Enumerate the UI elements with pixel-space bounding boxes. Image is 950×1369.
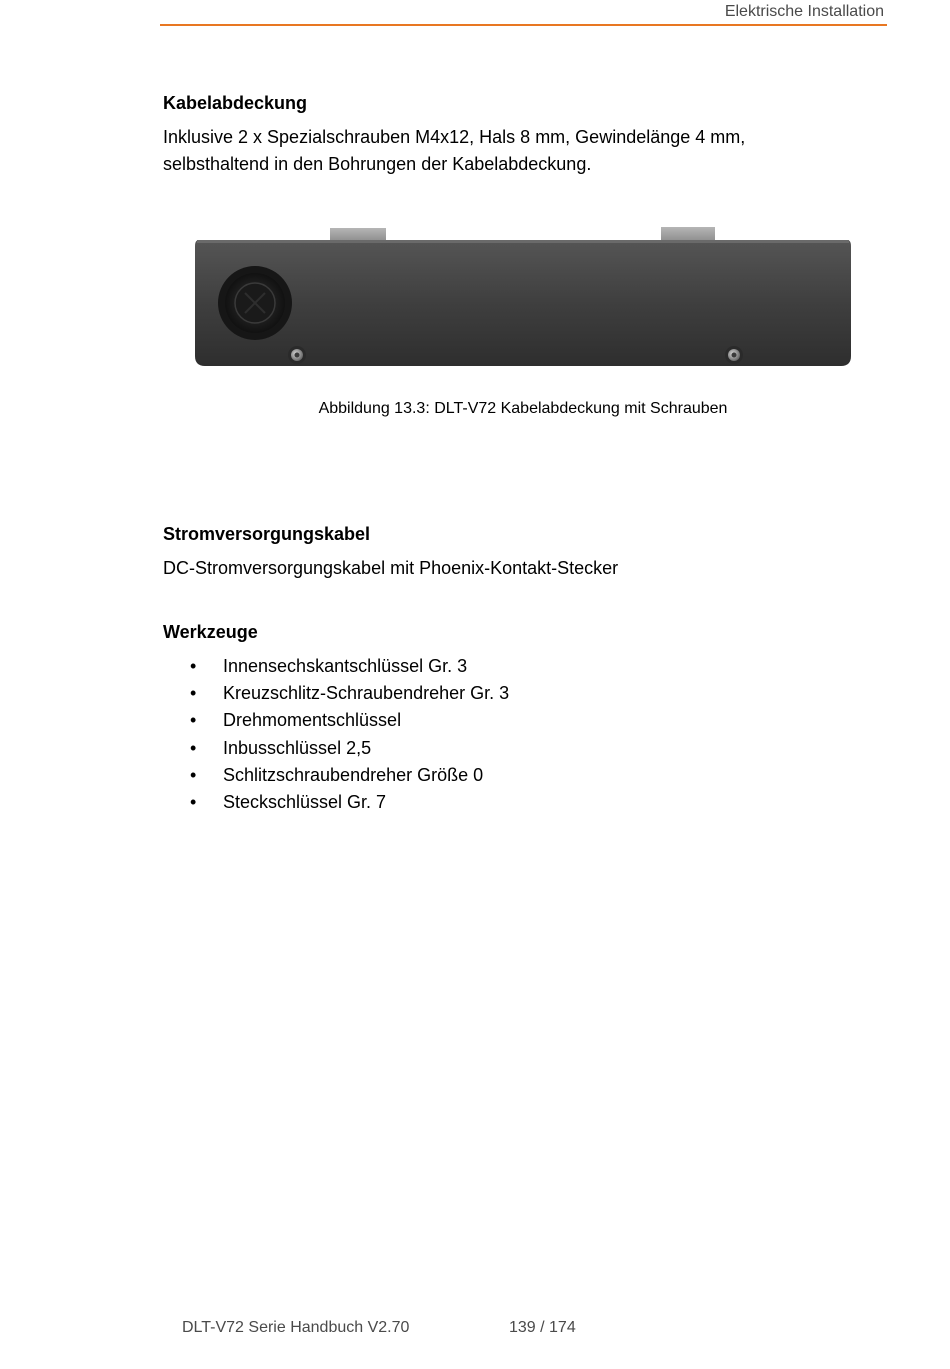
bullet-marker: • <box>190 710 197 731</box>
tool-label: Innensechskantschlüssel Gr. 3 <box>223 656 468 676</box>
running-header: Elektrische Installation <box>724 3 884 20</box>
tool-label: Steckschlüssel Gr. 7 <box>223 791 387 812</box>
tool-label: Drehmomentschlüssel <box>223 710 402 731</box>
bullet-marker: • <box>190 656 197 676</box>
cable-cover-description-line-1: Inklusive 2 x Spezialschrauben M4x12, Hals 8 mm, Gewindelänge 4 mm, <box>163 127 746 147</box>
footer-page-number: 139 / 174 <box>509 1319 576 1336</box>
tool-label: Schlitzschraubendreher Größe 0 <box>223 764 484 785</box>
bullet-marker: • <box>190 791 197 812</box>
footer-manual-title: DLT-V72 Serie Handbuch V2.70 <box>182 1319 410 1336</box>
cable-cover-photo <box>193 222 853 372</box>
tools-heading: Werkzeuge <box>163 622 258 642</box>
bullet-marker: • <box>190 764 197 785</box>
power-cable-heading: Stromversorgungskabel <box>163 524 371 544</box>
power-cable-description: DC-Stromversorgungskabel mit Phoenix-Kontakt-Stecker <box>163 558 619 578</box>
bullet-marker: • <box>190 683 197 704</box>
cable-cover-heading: Kabelabdeckung <box>163 93 308 113</box>
tool-label: Inbusschlüssel 2,5 <box>223 737 372 758</box>
bullet-marker: • <box>190 737 197 758</box>
tool-label: Kreuzschlitz-Schraubendreher Gr. 3 <box>223 683 510 704</box>
header-divider <box>160 24 887 26</box>
cable-cover-description-line-2: selbsthaltend in den Bohrungen der Kabelabdeckung. <box>163 154 592 174</box>
figure-caption: Abbildung 13.3: DLT-V72 Kabelabdeckung mit Schrauben <box>318 400 728 417</box>
